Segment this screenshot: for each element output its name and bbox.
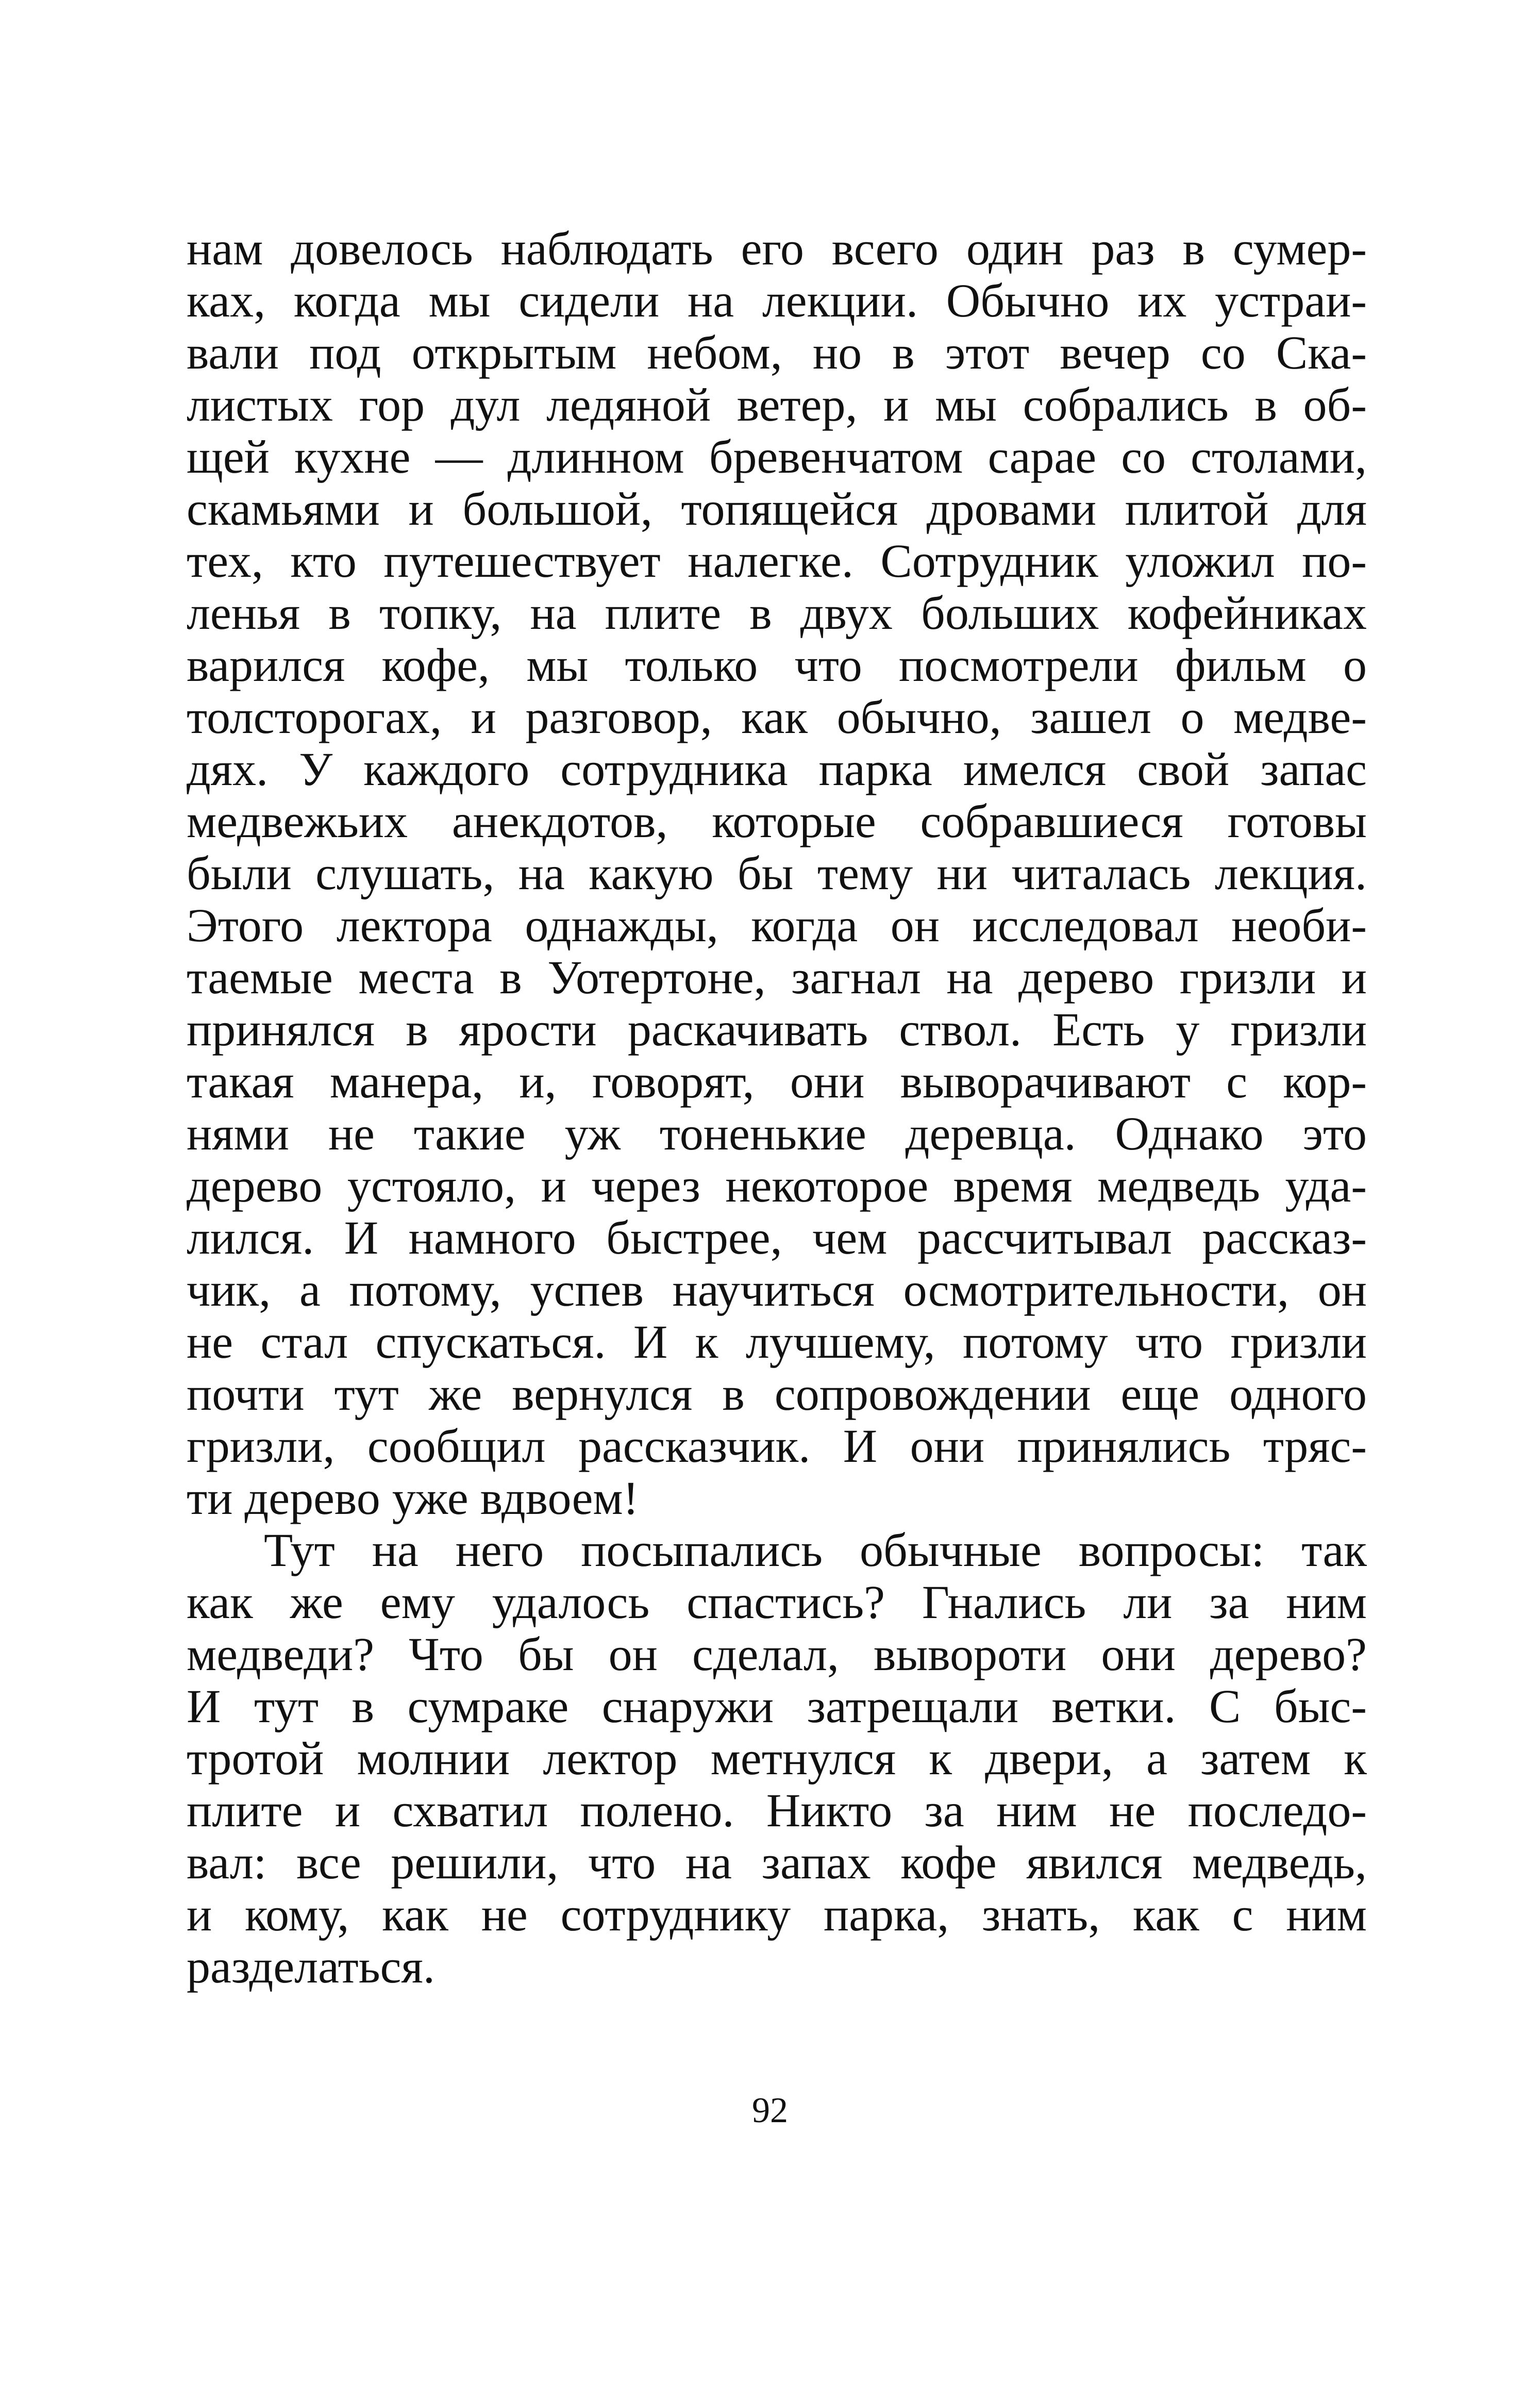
text-line: дях. У каждого сотрудника парка имелся свой запас [187,743,1367,795]
text-line: были слушать, на какую бы тему ни читалась лекция. [187,847,1367,899]
page-number: 92 [752,2091,788,2130]
text-line: почти тут же вернулся в сопровождении еще одного [187,1368,1367,1420]
text-line: тех, кто путешествует налегке. Сотрудник уложил по- [187,535,1367,587]
text-line: принялся в ярости раскачивать ствол. Есть у гризли [187,1004,1367,1056]
text-line: медвежьих анекдотов, которые собравшиеся готовы [187,795,1367,847]
text-line: вали под открытым небом, но в этот вечер со Ска- [187,327,1367,379]
text-line: ленья в топку, на плите в двух больших кофейниках [187,587,1367,639]
text-line: плите и схватил полено. Никто за ним не последо- [187,1785,1367,1837]
text-line: не стал спускаться. И к лучшему, потому что гризли [187,1316,1367,1368]
text-line: как же ему удалось спастись? Гнались ли за ним [187,1576,1367,1628]
text-line: Этого лектора однажды, когда он исследовал необи- [187,899,1367,952]
text-line: нам довелось наблюдать его всего один раз в сумер- [187,223,1367,275]
text-line: толсторогах, и разговор, как обычно, зашел о медве- [187,691,1367,743]
text-line: и кому, как не сотруднику парка, знать, как с ним [187,1889,1367,1941]
text-line: ти дерево уже вдвоем! [187,1472,639,1524]
text-line: варился кофе, мы только что посмотрели фильм о [187,639,1367,691]
text-line: ках, когда мы сидели на лекции. Обычно их устраи- [187,275,1367,327]
text-line: медведи? Что бы он сделал, вывороти они дерево? [187,1628,1367,1680]
text-line: разделаться. [187,1941,435,1993]
text-line: вал: все решили, что на запах кофе явился медведь, [187,1837,1367,1889]
text-line: лился. И намного быстрее, чем рассчитывал рассказ- [187,1212,1367,1264]
body-text [187,223,1367,1993]
text-line: дерево устояло, и через некоторое время медведь уда- [187,1160,1367,1212]
text-line: тротой молнии лектор метнулся к двери, а затем к [187,1732,1367,1785]
text-line: И тут в сумраке снаружи затрещали ветки. С быс- [187,1680,1367,1732]
text-line: листых гор дул ледяной ветер, и мы собрались в об- [187,379,1367,431]
text-line: гризли, сообщил рассказчик. И они принялись тряс- [187,1420,1367,1472]
text-line: такая манера, и, говорят, они выворачивают с кор- [187,1056,1367,1108]
text-line: скамьями и большой, топящейся дровами плитой для [187,483,1367,535]
text-line: щей кухне — длинном бревенчатом сарае со столами, [187,431,1367,483]
text-line: нями не такие уж тоненькие деревца. Однако это [187,1108,1367,1160]
text-line: таемые места в Уотертоне, загнал на дерево гризли и [187,952,1367,1004]
paragraph-first-line: Тут на него посыпались обычные вопросы: так [264,1524,1367,1576]
text-line: чик, а потому, успев научиться осмотрительности, он [187,1264,1367,1316]
